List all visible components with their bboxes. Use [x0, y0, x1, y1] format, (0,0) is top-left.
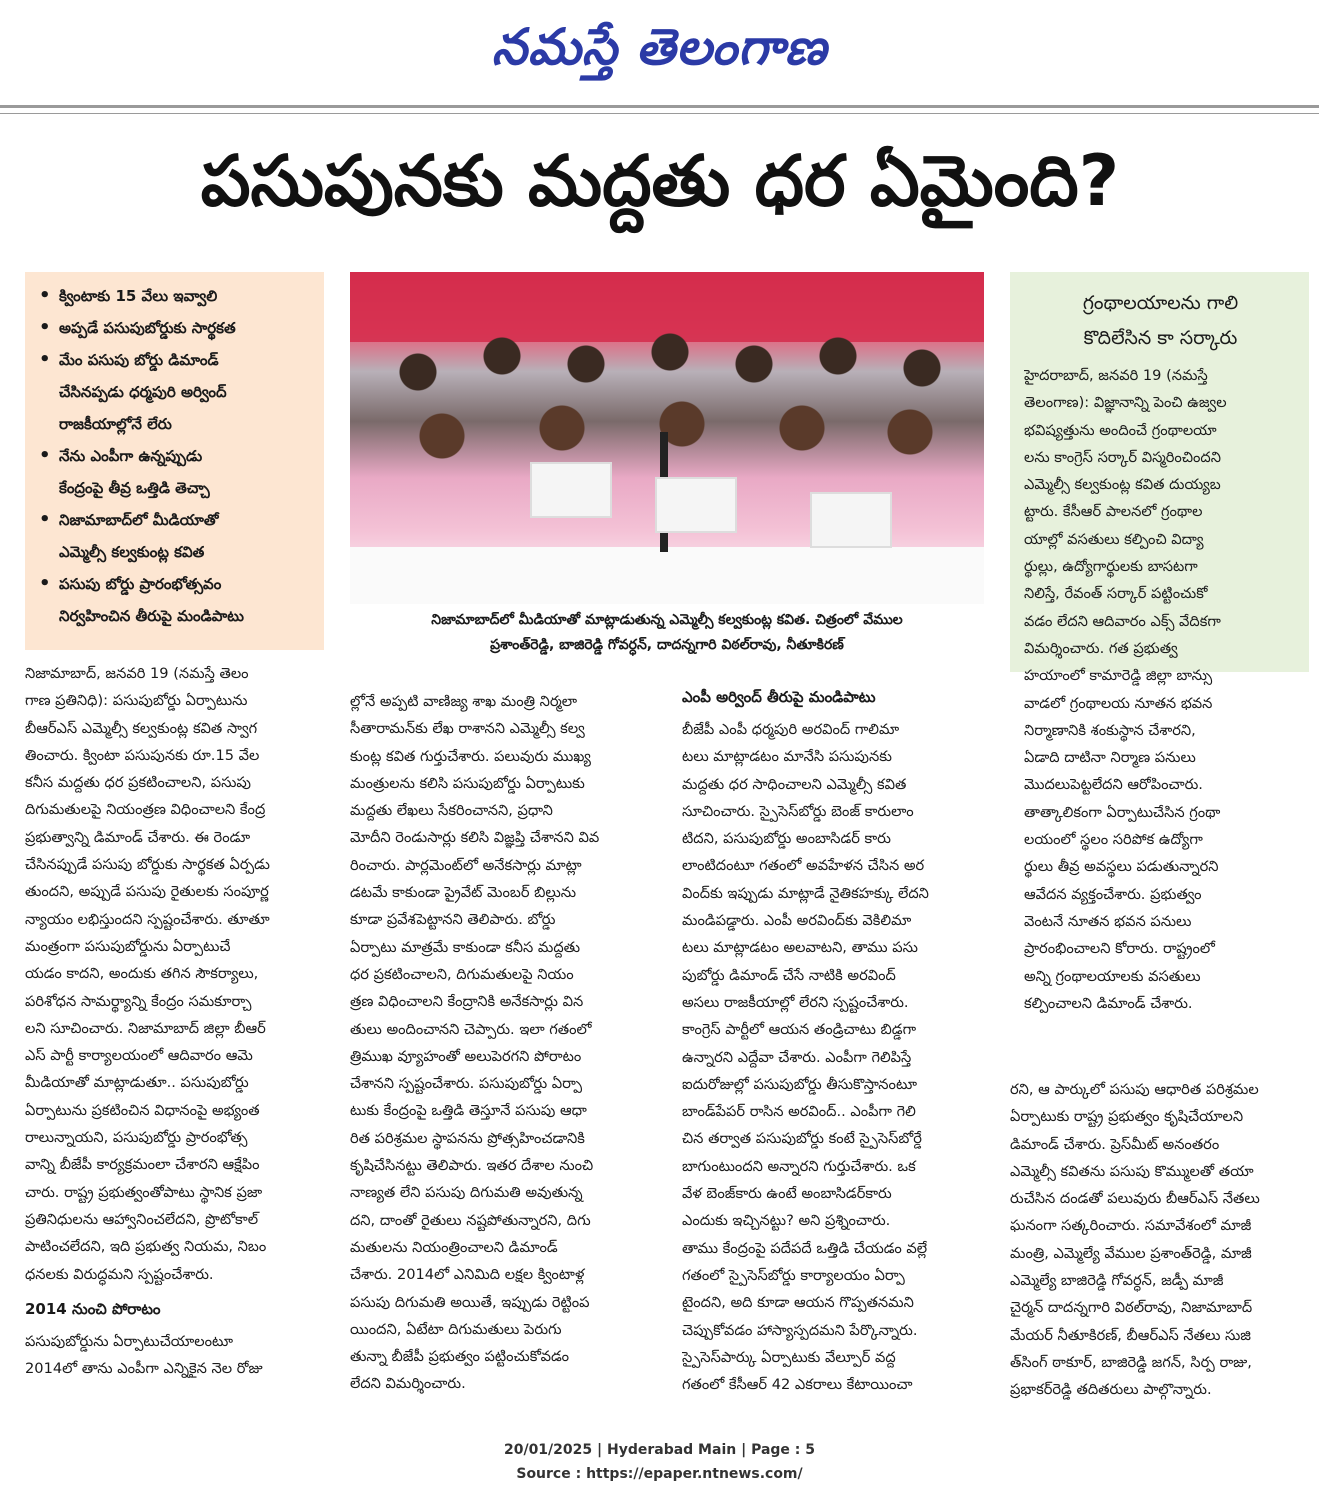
text-line: ఎందుకు ఇచ్చినట్టు? అని ప్రశ్నించారు. [682, 1212, 891, 1230]
text-line: వడం లేదని ఆదివారం ఎక్స్ వేదికగా [1024, 612, 1221, 630]
text-line: యాల్లో వసతులు కల్పించి విద్యా [1024, 530, 1204, 548]
text-line: ఏడాది దాటినా నిర్మాణ పనులు [1024, 749, 1196, 767]
text-line: డిమాండ్ చేశారు. ప్రెస్‌మీట్ అనంతరం [1010, 1135, 1220, 1153]
highlight-item [37, 536, 316, 568]
text-line: ఘనంగా సత్కరించారు. సమావేశంలో మాజీ [1010, 1217, 1252, 1235]
text-line: లాంటిదంటూ గతంలో అవహేళన చేసిన అర [682, 857, 925, 875]
caption-line: ప్రశాంత్‌రెడ్డి, బాజిరెడ్డి గోవర్ధన్, దాదన్నగారి విఠల్‌రావు, నీతూకిరణ్ [490, 637, 844, 653]
text-line: మంత్రి, ఎమ్మెల్యే వేముల ప్రశాంత్‌రెడ్డి, మాజీ [1010, 1244, 1252, 1262]
text-line: బాండ్‌పేపర్ రాసిన అరవింద్.. ఎంపీగా గెలి [682, 1103, 916, 1121]
text-line: 2014లో తాను ఎంపీగా ఎన్నికైన నెల రోజు [25, 1360, 263, 1378]
photo-sheet [810, 492, 892, 548]
masthead-rule-thin [0, 113, 1319, 114]
text-line: దని, దాంతో రైతులు నష్టపోతున్నారని, దిగు [350, 1211, 591, 1229]
text-line: నిర్మాణానికి శంకుస్థాన చేశారని, [1024, 721, 1196, 739]
text-line: యడం కాదని, అందుకు తగిన సౌకర్యాలు, [25, 965, 259, 983]
text-line: మొదలుపెట్టలేదని ఆరోపించారు. [1024, 776, 1203, 794]
photo-table [350, 547, 984, 604]
highlight-item [37, 440, 316, 472]
text-line: ట్టారు. కేసీఆర్ పాలనలో గ్రంథాల [1024, 503, 1203, 521]
text-line: వాన్ని బీజేపీ కార్యక్రమంలా చేశారని ఆక్షేపిం [25, 1156, 260, 1174]
text-line: పరిశోధన సామర్థ్యాన్ని కేంద్రం సమకూర్చా [25, 992, 252, 1010]
masthead-rule [0, 105, 1319, 108]
text-line: పసుపుబోర్డును ఏర్పాటుచేయాలంటూ [25, 1332, 234, 1350]
text-line: చెప్పుకోవడం హాస్యాస్పదమని పేర్కొన్నారు. [682, 1321, 918, 1339]
text-line: స్పైసెస్‌పార్కు ఏర్పాటుకు వేల్పూర్ వద్ద [682, 1348, 896, 1366]
article-column-2 [350, 688, 665, 1398]
text-line: మంత్రులను కలిసి పసుపుబోర్డు ఏర్పాటుకు [350, 774, 585, 792]
sidebar-title: కొదిలేసిన కా సర్కారు [1083, 327, 1238, 349]
subheading: 2014 నుంచి పోరాటం [25, 1299, 161, 1318]
sidebar-title: గ్రంథాలయాలను గాలి [1082, 292, 1239, 314]
text-line: ర్థుల్లు, ఉద్యోగార్థులకు బాసటగా [1024, 558, 1198, 576]
text-line: చేసినప్పుడే పసుపు బోర్డుకు సార్థకత ఏర్పడు [25, 856, 270, 874]
text-line: టిదని, పసుపుబోర్డు అంబాసిడర్ కారు [682, 830, 891, 848]
highlight-item [37, 376, 316, 408]
text-line: హైదరాబాద్, జనవరి 19 (నమస్తే [1024, 367, 1208, 384]
text-line: ఎస్ పార్టీ కార్యాలయంలో ఆదివారం ఆమె [25, 1047, 253, 1065]
photo-sheet [655, 477, 737, 533]
text-line: రుచేసిన దండతో పలువురు బీఆర్ఎస్ నేతలు [1010, 1190, 1260, 1208]
highlight-text: ఎమ్మెల్సీ కల్వకుంట్ల కవిత [59, 543, 205, 561]
text-line: యిందని, ఏటేటా దిగుమతులు పెరుగు [350, 1320, 562, 1338]
photo-caption [350, 608, 984, 658]
text-line: త్రిముఖ వ్యూహంతో అలుపెరగని పోరాటం [350, 1047, 582, 1065]
text-line: పాటించలేదని, ఇది ప్రభుత్వ నియమ, నిబం [25, 1238, 267, 1256]
highlight-item [37, 472, 316, 504]
text-line: భవిష్యత్తును అందించే గ్రంథాలయా [1024, 421, 1217, 439]
text-line: చేశానని స్పష్టంచేశారు. పసుపుబోర్డు ఏర్పా [350, 1075, 583, 1093]
text-line: త్‌సింగ్ ఠాకూర్, బాజిరెడ్డి జగన్, సిర్ప రాజు, [1010, 1353, 1252, 1371]
highlight-text: కేంద్రంపై తీవ్ర ఒత్తిడి తెచ్చా [59, 479, 210, 497]
text-line: ధనలకు విరుద్ధమని స్పష్టంచేశారు. [25, 1265, 214, 1283]
text-line: తించారు. క్వింటా పసుపునకు రూ.15 వేల [25, 746, 260, 764]
text-line: గతంలో స్పైసెస్‌బోర్డు కార్యాలయం ఏర్పా [682, 1266, 905, 1284]
bullet-icon: • [39, 285, 51, 306]
text-line: ప్రభాకర్‌రెడ్డి తదితరులు పాల్గొన్నారు. [1010, 1381, 1212, 1399]
text-line: ఏర్పాటును ప్రకటించిన విధానంపై అభ్యంత [25, 1101, 260, 1119]
highlight-text: పసుపు బోర్డు ప్రారంభోత్సవం [59, 575, 222, 593]
text-line: పుబోర్డు డిమాండ్ చేసే నాటికి అరవింద్ [682, 966, 896, 984]
article-column-1 [25, 660, 330, 1382]
text-line: తాము కేంద్రంపై పదేపదే ఒత్తిడి చేయడం వల్లే [682, 1239, 928, 1257]
text-line: మంత్రంగా పసుపుబోర్డును ఏర్పాటుచే [25, 937, 231, 955]
bullet-icon: • [39, 445, 51, 466]
text-line: వింద్‌కు ఇప్పుడు మాట్లాడే నైతికహక్కు లేదని [682, 884, 929, 902]
text-line: ఏర్పాటుకు రాష్ట్ర ప్రభుత్వం కృషిచేయాలని [1010, 1108, 1244, 1126]
text-line: రాలున్నాయని, పసుపుబోర్డు ప్రారంభోత్స [25, 1129, 248, 1147]
highlight-item [37, 312, 316, 344]
highlight-text: చేసినప్పడు ధర్మపురి అర్వింద్ [59, 383, 227, 401]
text-line: తెలంగాణ): విజ్ఞానాన్ని పెంచి ఉజ్వల [1024, 394, 1227, 412]
text-line: కూడా ప్రవేశపెట్టానని తెలిపారు. బోర్డు [350, 911, 556, 929]
highlight-text: క్వింటాకు 15 వేలు ఇవ్వాలి [59, 287, 218, 305]
text-line: టలు మాట్లాడటం మానేసి పసుపునకు [682, 748, 892, 766]
text-line: బీఆర్ఎస్ ఎమ్మెల్సీ కల్వకుంట్ల కవిత స్వాగ [25, 719, 258, 737]
text-line: ఏర్పాటు మాత్రమే కాకుండా కనీస మద్దతు [350, 938, 581, 956]
text-line: టుకు కేంద్రంపై ఒత్తిడి తెస్తూనే పసుపు ఆధా [350, 1102, 587, 1120]
text-line: సీతారామన్‌కు లేఖ రాశానని ఎమ్మెల్సీ కల్వ [350, 720, 585, 738]
text-line: రించారు. పార్లమెంట్‌లో అనేకసార్లు మాట్లా [350, 856, 582, 874]
text-line: ఎమ్మెల్సీ కల్వకుంట్ల కవిత దుయ్యబ [1024, 476, 1221, 494]
text-line: తులు అందించానని చెప్పారు. ఇలా గతంలో [350, 1020, 592, 1038]
headline: పసుపునకు మద్దతు ధర ఏమైంది? [200, 140, 1120, 222]
article-column-3 [682, 688, 997, 1398]
text-line: మోదీని రెండుసార్లు కలిసి విజ్ఞప్తి చేశానని వివ [350, 829, 600, 847]
text-line: టలు మాట్లాడటం అలవాటని, తాము పసు [682, 939, 918, 957]
text-line: టైందని, అది కూడా ఆయన గొప్పతనమని [682, 1294, 914, 1312]
highlight-item [37, 600, 316, 632]
highlight-text: నేను ఎంపీగా ఉన్నప్పుడు [59, 447, 203, 465]
masthead-logo: నమస్తే తెలంగాణ [491, 17, 828, 76]
text-line: దిగుమతులపై నియంత్రణ విధించాలని కేంద్ర [25, 801, 266, 819]
highlight-text: రాజకీయాల్లోనే లేరు [59, 415, 172, 433]
highlight-item [37, 280, 316, 312]
text-line: చారు. రాష్ట్ర ప్రభుత్వంతోపాటు స్థానిక ప్రజా [25, 1183, 263, 1201]
article-column-4 [1010, 1076, 1308, 1404]
highlight-text: నిజామాబాద్‌లో మీడియాతో [59, 511, 219, 529]
text-line: న్యాయం లభిస్తుందని స్పష్టంచేశారు. తూతూ [25, 910, 270, 928]
highlight-item [37, 344, 316, 376]
text-line: ప్రారంభించాలని కోరారు. రాష్ట్రంలో [1024, 940, 1215, 958]
text-line: రిత పరిశ్రమల స్థాపనను ప్రోత్సహించడానికి [350, 1129, 585, 1147]
text-line: లని సూచించారు. నిజామాబాద్ జిల్లా బీఆర్ [25, 1019, 266, 1037]
highlight-item [37, 504, 316, 536]
text-line: వాడలో గ్రంథాలయ నూతన భవన [1024, 694, 1213, 712]
highlight-text: నిర్వహించిన తీరుపై మండిపాటు [59, 607, 244, 625]
text-line: మేయర్ నీతూకిరణ్, బీఆర్ఎస్ నేతలు సుజి [1010, 1326, 1251, 1344]
text-line: అసలు రాజకీయాల్లో లేరని స్పష్టంచేశారు. [682, 993, 909, 1011]
highlight-item [37, 568, 316, 600]
footer-source: Source : https://epaper.ntnews.com/ [516, 1466, 803, 1482]
text-line: వేళ బెంజ్‌కారు ఉంటే అంబాసిడర్‌కారు [682, 1185, 892, 1203]
bullet-icon: • [39, 573, 51, 594]
photo-sheet [530, 462, 612, 518]
text-line: బీజేపీ ఎంపీ ధర్మపురి అరవింద్ గాలిమా [682, 721, 900, 738]
text-line: ధర ప్రకటించాలని, దిగుమతులపై నియం [350, 965, 574, 983]
highlight-text: మేం పసుపు బోర్డు డిమాండ్ [59, 351, 219, 369]
caption-line: నిజామాబాద్‌లో మీడియాతో మాట్లాడుతున్న ఎమ్మెల్సీ కల్వకుంట్ల కవిత. చిత్రంలో వేముల [431, 612, 903, 628]
highlight-item [37, 408, 316, 440]
text-line: ఐదురోజుల్లో పసుపుబోర్డు తీసుకొస్తానంటూ [682, 1075, 917, 1093]
text-line: ప్రతినిధులను ఆహ్వానించలేదని, ప్రొటోకాల్ [25, 1210, 259, 1228]
highlight-text: అప్పడే పసుపుబోర్డుకు సార్థకత [59, 319, 236, 337]
text-line: నిలిస్తే, రేవంత్ సర్కార్ పట్టించుకో [1024, 585, 1208, 603]
text-line: హయాంలో కామారెడ్డి జిల్లా బాన్సు [1024, 667, 1213, 685]
text-line: డటమే కాకుండా ప్రైవేట్ మెంబర్ బిల్లును [350, 884, 577, 902]
press-photo [350, 272, 984, 604]
footer-date-edition: 20/01/2025 | Hyderabad Main | Page : 5 [503, 1442, 816, 1458]
text-line: మద్దతు ధర సాధించాలని ఎమ్మెల్సీ కవిత [682, 775, 907, 793]
text-line: విమర్శించారు. గత ప్రభుత్వ [1024, 639, 1178, 657]
text-line: సూచించారు. స్పైసెస్‌బోర్డు బెంజ్ కారులాం [682, 802, 914, 820]
text-line: పసుపు దిగుమతి అయితే, ఇప్పుడు రెట్టింప [350, 1293, 590, 1311]
text-line: అన్ని గ్రంథాలయాలకు వసతులు [1024, 967, 1201, 985]
text-line: కాంగ్రెస్ పార్టీలో ఆయన తండ్రిచాటు బిడ్డగా [682, 1021, 917, 1039]
bullet-icon: • [39, 349, 51, 370]
text-line: మద్దతు లేఖలు సేకరించానని, ప్రధాని [350, 802, 553, 820]
text-line: మండిపడ్డారు. ఎంపీ అరవింద్‌కు వెకిలిమా [682, 912, 912, 930]
text-line: ర్థులు తీవ్ర అవస్థలు పడుతున్నారని [1024, 858, 1219, 876]
text-line: నాణ్యత లేని పసుపు దిగుమతి అవుతున్న [350, 1184, 583, 1202]
text-line: చిన తర్వాత పసుపుబోర్డు కంటే స్పైసెస్‌బోర్డే [682, 1130, 922, 1148]
text-line: కల్పించాలని డిమాండ్ చేశారు. [1024, 994, 1193, 1012]
text-line: మతులను నియంత్రించాలని డిమాండ్ [350, 1238, 558, 1256]
sidebar-article [1010, 272, 1309, 1012]
text-line: వెంటనే నూతన భవన పనులు [1024, 912, 1192, 930]
text-line: తుందని, అప్పుడే పసుపు రైతులకు సంపూర్ణ [25, 883, 269, 901]
text-line: గాణ ప్రతినిధి): పసుపుబోర్డు ఏర్పాటును [25, 692, 248, 710]
bullet-icon: • [39, 509, 51, 530]
text-line: ప్రభుత్వాన్ని డిమాండ్ చేశారు. ఈ రెండూ [25, 828, 251, 846]
highlights-box [25, 272, 324, 650]
text-line: నిజామాబాద్, జనవరి 19 (నమస్తే తెలం [25, 665, 249, 682]
text-line: లేదని విమర్శించారు. [350, 1375, 466, 1393]
text-line: రని, ఆ పార్కులో పసుపు ఆధారిత పరిశ్రమల [1010, 1081, 1259, 1098]
text-line: బాగుంటుందని అన్నారని గుర్తుచేశారు. ఒక [682, 1157, 916, 1175]
text-line: మీడియాతో మాట్లాడుతూ.. పసుపుబోర్డు [25, 1074, 249, 1092]
text-line: ఎమ్మెల్యే బాజిరెడ్డి గోవర్ధన్, జడ్పీ మాజీ [1010, 1272, 1224, 1290]
text-line: లను కాంగ్రెస్ సర్కార్ విస్మరించిందని [1024, 448, 1221, 466]
subheading: ఎంపీ అర్వింద్ తీరుపై మండిపాటు [682, 688, 876, 706]
text-line: ఎమ్మెల్సీ కవితను పసుపు కొమ్ములతో తయా [1010, 1162, 1254, 1180]
text-line: ఉన్నారని ఎద్దేవా చేశారు. ఎంపీగా గెలిపిస్తే [682, 1048, 912, 1066]
text-line: కనీస మద్దతు ధర ప్రకటించాలని, పసుపు [25, 774, 251, 792]
text-line: కృషిచేసినట్టు తెలిపారు. ఇతర దేశాల నుంచి [350, 1157, 594, 1175]
text-line: కుంట్ల కవిత గుర్తుచేశారు. పలువురు ముఖ్య [350, 747, 591, 765]
text-line: చైర్మన్ దాదన్నగారి విఠల్‌రావు, నిజామాబాద్ [1010, 1299, 1253, 1317]
text-line: లయంలో స్థలం సరిపోక ఉద్యోగా [1024, 831, 1203, 849]
page-footer [0, 1438, 1319, 1488]
text-line: గతంలో కేసీఆర్ 42 ఎకరాలు కేటాయించా [682, 1376, 913, 1394]
bullet-icon: • [39, 317, 51, 338]
text-line: ల్లోనే అప్పటి వాణిజ్య శాఖ మంత్రి నిర్మలా [350, 693, 578, 710]
text-line: త్రణ విధించాలని కేంద్రానికి అనేకసార్లు విన [350, 993, 584, 1011]
text-line: తాత్కాలికంగా ఏర్పాటుచేసిన గ్రంథా [1024, 803, 1221, 821]
text-line: తున్నా బీజేపీ ప్రభుత్వం పట్టించుకోవడం [350, 1348, 569, 1366]
text-line: ఆవేదన వ్యక్తంచేశారు. ప్రభుత్వం [1024, 885, 1202, 903]
text-line: చేశారు. 2014లో ఎనిమిది లక్షల క్వింటాళ్ల [350, 1266, 585, 1284]
